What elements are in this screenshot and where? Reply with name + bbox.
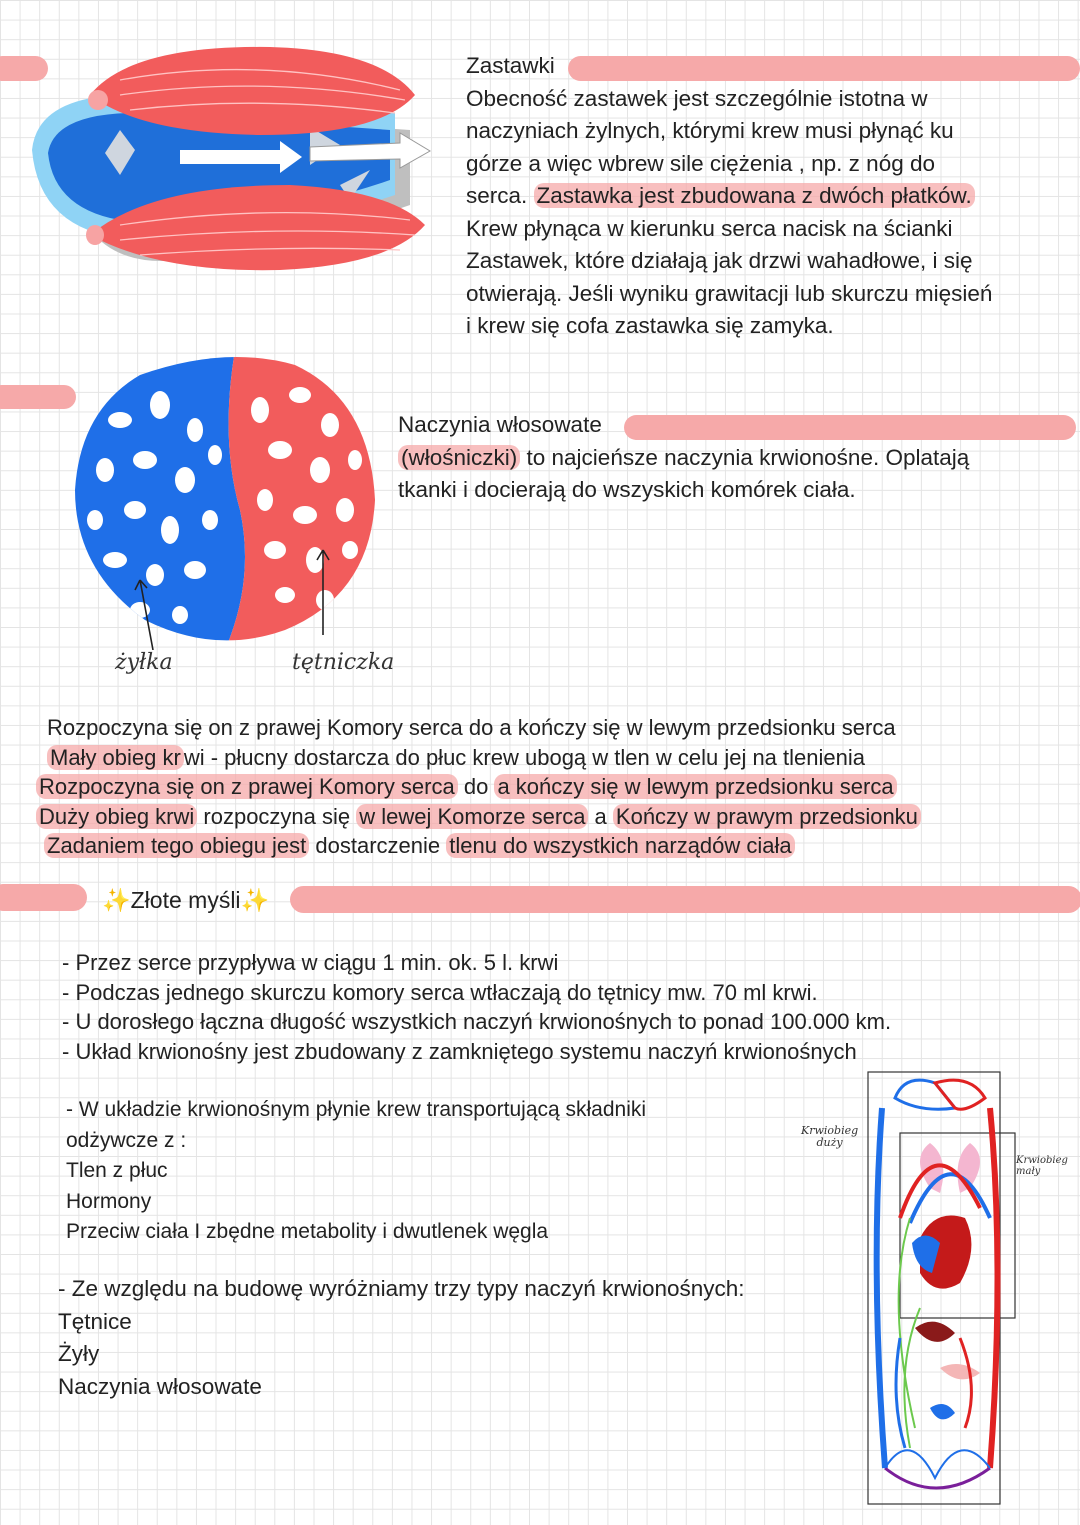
- fact-item: - U dorosłego łączna długość wszystkich naczyń krwionośnych to ponad 100.000 km.: [62, 1009, 892, 1034]
- circulation-line: a: [588, 803, 613, 829]
- fact-item: - Układ krwionośny jest zbudowany z zamkniętego systemu naczyń krwionośnych: [62, 1038, 857, 1064]
- valves-line: Zastawek, które działają jak drzwi wahadłowe, i się: [466, 248, 973, 273]
- circulation-highlight: a kończy się w lewym przedsionku serca: [494, 774, 896, 799]
- small-circulation-label: [1016, 1155, 1068, 1177]
- vessel-type-item: Tętnice: [58, 1308, 132, 1334]
- small-circulation-label-line: Krwiobieg: [1016, 1155, 1068, 1166]
- nutrients-item: Hormony: [66, 1189, 152, 1213]
- valves-line: górze a więc wbrew sile ciężenia , np. z nóg do: [466, 150, 935, 176]
- capillaries-section: [398, 409, 969, 507]
- circulation-line: wi - płucny dostarcza do płuc krew ubogą w tlen w celu jej na tlenienia: [183, 744, 865, 770]
- fact-item: - Podczas jednego skurczu komory serca wtłaczają do tętnicy mw. 70 ml krwi.: [62, 979, 818, 1005]
- circulation-section: [36, 713, 921, 861]
- vessel-type-item: - Ze względu na budowę wyróżniamy trzy typy naczyń krwionośnych:: [58, 1276, 745, 1301]
- circulation-line: dostarczenie: [309, 833, 447, 858]
- fact-item: - Przez serce przypływa w ciągu 1 min. ok. 5 l. krwi: [62, 950, 559, 975]
- valves-section: [466, 50, 992, 343]
- big-circulation-label: [801, 1125, 858, 1149]
- small-circulation-label-line: mały: [1016, 1166, 1041, 1177]
- valve-illustration: [10, 35, 440, 285]
- nutrients-item: odżywcze z :: [66, 1128, 187, 1152]
- valves-line: Obecność zastawek jest szczególnie istotna w: [466, 85, 928, 111]
- circulation-line: Rozpoczyna się on z prawej Komory serca do a kończy się w lewym przedsionku serca: [47, 715, 896, 740]
- circulation-highlight: Rozpoczyna się on z prawej Komory serca: [36, 774, 458, 799]
- circulation-highlight: tlenu do wszystkich narządów ciała: [446, 833, 794, 858]
- valves-line: Krew płynąca w kierunku serca nacisk na ścianki: [466, 215, 953, 241]
- circulation-line: rozpoczyna się: [197, 803, 357, 829]
- nutrients-item: Tlen z płuc: [66, 1159, 168, 1182]
- vessel-type-item: Naczynia włosowate: [58, 1373, 262, 1399]
- circulation-highlight: w lewej Komorze serca: [356, 804, 588, 829]
- valves-highlight: Zastawka jest zbudowana z dwóch płatków.: [534, 183, 975, 208]
- capillaries-title: Naczynia włosowate: [398, 412, 602, 437]
- valves-line: naczyniach żylnych, którymi krew musi płynąć ku: [466, 118, 954, 143]
- vessel-types-list: [58, 1273, 745, 1403]
- circulation-highlight: Kończy w prawym przedsionku: [613, 804, 921, 829]
- circulation-highlight: Mały obieg kr: [47, 745, 184, 770]
- vein-label: żyłka: [115, 650, 173, 675]
- capillaries-highlight: (włośniczki): [398, 445, 520, 470]
- capillaries-line: to najcieńsze naczynia krwionośne. Oplatają: [520, 444, 970, 470]
- decor-pill: [290, 886, 1080, 913]
- circulation-line: do: [457, 774, 495, 799]
- valves-line: otwierają. Jeśli wyniku grawitacji lub skurczu mięsień: [466, 280, 993, 306]
- circulation-highlight: Duży obieg krwi: [36, 804, 197, 829]
- nutrients-item: - W układzie krwionośnym płynie krew transportującą składniki: [66, 1098, 647, 1121]
- valves-title: Zastawki: [466, 53, 555, 78]
- vessel-type-item: Żyły: [58, 1341, 100, 1366]
- nutrients-item: Przeciw ciała I zbędne metabolity i dwutlenek węgla: [66, 1220, 549, 1243]
- nutrients-list: [66, 1095, 646, 1248]
- thoughts-title: ✨Złote myśli✨: [102, 887, 270, 913]
- facts-list: [62, 948, 891, 1066]
- decor-pill: [0, 884, 87, 911]
- big-circulation-label-line: Krwiobieg: [801, 1124, 859, 1137]
- big-circulation-label-line: duży: [816, 1136, 843, 1149]
- valves-line: i krew się cofa zastawka się zamyka.: [466, 313, 834, 338]
- artery-label: tętniczka: [292, 650, 395, 675]
- capillaries-line: tkanki i docierają do wszyskich komórek ciała.: [398, 477, 856, 502]
- circulation-highlight: Zadaniem tego obiegu jest: [44, 833, 309, 858]
- capillary-network-illustration: [65, 350, 385, 650]
- circulatory-system-diagram: [840, 1068, 1030, 1508]
- valves-line: serca.: [466, 183, 534, 208]
